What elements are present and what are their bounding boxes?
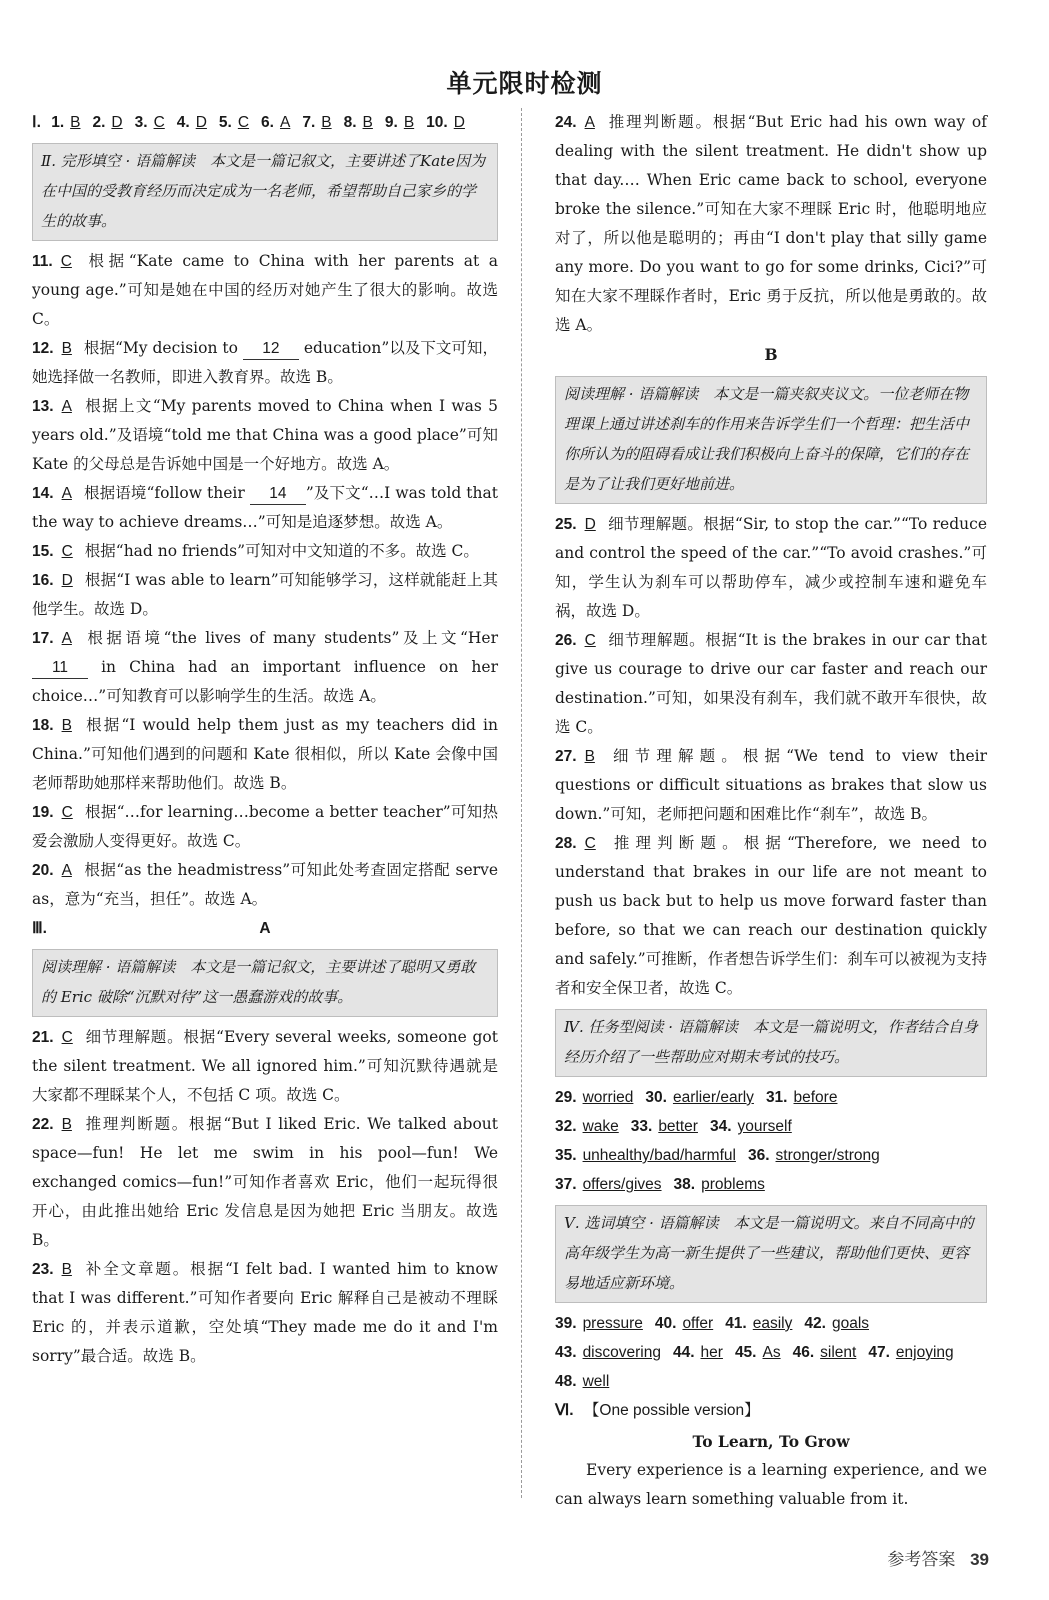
answer-number: 33. <box>630 1118 653 1135</box>
footer-label: 参考答案 <box>887 1550 956 1569</box>
section2-summary-box: Ⅱ. 完形填空 · 语篇解读 本文是一篇记叙文，主要讲述了Kate因为在中国的受教育经历而决定成为一名老师，希望帮助自己家乡的学生的故事。 <box>32 143 498 241</box>
question-number: 23. <box>32 1261 54 1278</box>
answer-word: stronger/strong <box>775 1147 880 1164</box>
section1-answer-list <box>51 114 477 131</box>
answer-letter: C <box>61 804 73 821</box>
answer-letter: B <box>321 114 332 131</box>
answer-word: problems <box>701 1176 765 1193</box>
answer-word: her <box>700 1344 723 1361</box>
question-number: 26. <box>555 632 577 649</box>
explanation-text-cont: in China had an important influence on her choice…”可知教育可以影响学生的生活。故选 A。 <box>32 658 498 705</box>
answer-word: pressure <box>582 1315 643 1332</box>
answer-number: 5. <box>218 114 232 131</box>
answer-letter: D <box>453 114 465 131</box>
page-number: 39 <box>970 1550 989 1569</box>
answer-line <box>555 1170 987 1199</box>
answer-number: 46. <box>792 1344 815 1361</box>
answer-number: 36. <box>747 1147 770 1164</box>
answer-line <box>555 1309 987 1338</box>
answer-number: 2. <box>92 114 106 131</box>
question-number: 14. <box>32 485 54 502</box>
explanation-text: 细节理解题。根据“It is the brakes in our car that give us courage to drive our car faster and reach our destination.”可知，如果没有刹车，我们就不敢开车很快，故选 C。 <box>555 631 987 736</box>
answer-number: 29. <box>555 1089 577 1106</box>
answer-letter: C <box>60 253 72 270</box>
explanation-item <box>32 624 498 711</box>
section3-sub-a: A <box>259 920 271 937</box>
answer-number: 47. <box>868 1344 890 1361</box>
answer-letter: B <box>61 1261 72 1278</box>
answer-letter: A <box>61 398 72 415</box>
answer-number: 45. <box>734 1344 757 1361</box>
explanation-text: 细节理解题。根据“We tend to view their questions or difficult situations as brakes that slow us down.”可知，老师把问题和困难比作“刹车”，故选 B。 <box>555 747 987 823</box>
reading-a-explanations-cont <box>555 108 987 340</box>
answer-number: 7. <box>302 114 316 131</box>
explanation-item <box>32 334 498 392</box>
answer-number: 30. <box>645 1089 667 1106</box>
section3-sub-b: B <box>764 345 778 364</box>
answer-letter: A <box>279 114 291 131</box>
answer-word: wake <box>582 1118 619 1135</box>
answer-letter: B <box>61 340 72 357</box>
section1-answers <box>32 108 498 137</box>
answer-letter: C <box>61 1029 73 1046</box>
answer-line <box>555 1367 987 1396</box>
blank-number: 14 <box>250 484 306 505</box>
explanation-item <box>32 1023 498 1110</box>
explanation-text: 推理判断题。根据“But Eric had his own way of dealing with the silent treatment. He didn't show up that day.… When Eric came back to school, everyone broke the silence.”可知在大家不理睬 Eric 时，他聪明地应对了，所以他是聪明的；再由“I don't play that silly game any more. Do you want to go for some drinks, Cici?”可知在大家不理睬作者时，Eric 勇于反抗，所以他是勇敢的。故选 A。 <box>555 113 987 334</box>
explanation-text: 根据上文“My parents moved to China when I was 5 years old.”及语境“told me that China was a good place”可知 Kate 的父母总是告诉她中国是一个好地方。故选 A。 <box>32 397 498 473</box>
answer-number: 48. <box>555 1373 577 1390</box>
answer-number: 32. <box>555 1118 577 1135</box>
answer-word: earlier/early <box>672 1089 754 1106</box>
explanation-text: 细节理解题。根据“Sir, to stop the car.”“To reduce and control the speed of the car.”“To avoid crashes.”可知，学生认为刹车可以帮助停车，减少或控制车速和避免车祸，故选 D。 <box>555 515 987 620</box>
answer-number: 41. <box>725 1315 747 1332</box>
answer-word: goals <box>831 1315 870 1332</box>
answer-letter: B <box>403 114 415 131</box>
reading-b-explanations <box>555 510 987 1003</box>
explanation-item <box>32 566 498 624</box>
answer-line <box>555 1141 987 1170</box>
explanation-text: 根据“as the headmistress”可知此处考查固定搭配 serve as，意为“充当，担任”。故选 A。 <box>32 861 498 908</box>
question-number: 13. <box>32 398 54 415</box>
question-number: 21. <box>32 1029 54 1046</box>
left-column <box>32 108 498 1371</box>
answer-line <box>555 1338 987 1367</box>
answer-word: yourself <box>737 1118 792 1135</box>
answer-word: silent <box>820 1344 857 1361</box>
answer-number: 39. <box>555 1315 577 1332</box>
explanation-text: 根据“I would help them just as my teachers did in China.”可知他们遇到的问题和 Kate 很相似，所以 Kate 会像中国老师帮助她那样来帮助他们。故选 B。 <box>32 716 498 792</box>
explanation-item <box>32 247 498 334</box>
answer-letter: C <box>237 114 250 131</box>
explanation-item <box>32 479 498 537</box>
section6-heading <box>555 1396 987 1425</box>
section3a-summary-box: 阅读理解 · 语篇解读 本文是一篇记叙文，主要讲述了聪明又勇敢的 Eric 破除“沉默对待”这一愚蠢游戏的故事。 <box>32 949 498 1017</box>
answer-number: 40. <box>654 1315 677 1332</box>
answer-number: 6. <box>261 114 274 131</box>
answer-number: 8. <box>343 114 357 131</box>
explanation-item <box>32 392 498 479</box>
section1-label: Ⅰ. <box>32 114 41 131</box>
question-number: 24. <box>555 114 577 131</box>
answer-word: enjoying <box>895 1344 954 1361</box>
answer-letter: B <box>61 717 72 734</box>
answer-word: unhealthy/bad/harmful <box>582 1147 736 1164</box>
explanation-item <box>32 711 498 798</box>
explanation-text: 根据“…for learning…become a better teacher”可知热爱会激励人变得更好。故选 C。 <box>32 803 498 850</box>
page-footer <box>887 1545 989 1570</box>
essay-body: Every experience is a learning experience, and we can always learn something valuable from it. <box>555 1461 987 1508</box>
cloze-explanations <box>32 247 498 914</box>
explanation-item <box>32 856 498 914</box>
answer-letter: A <box>584 114 595 131</box>
question-number: 22. <box>32 1116 54 1133</box>
answer-letter: A <box>61 485 72 502</box>
section5-summary-box: Ⅴ. 选词填空 · 语篇解读 本文是一篇说明文。来自不同高中的高年级学生为高一新生提供了一些建议，帮助他们更快、更容易地适应新环境。 <box>555 1205 987 1303</box>
answer-word: better <box>658 1118 698 1135</box>
answer-letter: D <box>61 572 73 589</box>
explanation-text: 根据“I was able to learn”可知能够学习，这样就能赶上其他学生。故选 D。 <box>32 571 498 618</box>
question-number: 12. <box>32 340 54 357</box>
answer-word: offer <box>682 1315 714 1332</box>
answer-letter: A <box>61 630 72 647</box>
answer-letter: D <box>584 516 596 533</box>
explanation-text: 细节理解题。根据“Every several weeks, someone got the silent treatment. We all ignored him.”可知沉默待遇就是大家都不理睬某个人，不包括 C 项。故选 C。 <box>32 1028 498 1104</box>
answer-word: discovering <box>582 1344 661 1361</box>
question-number: 27. <box>555 748 577 765</box>
section6-label: Ⅵ. <box>555 1402 574 1419</box>
question-number: 16. <box>32 572 54 589</box>
blank-number: 12 <box>243 339 299 360</box>
section4-answers <box>555 1083 987 1199</box>
answer-number: 37. <box>555 1176 577 1193</box>
answer-word: before <box>793 1089 838 1106</box>
explanation-text: 根据语境“the lives of many students”及上文“Her <box>83 629 498 647</box>
answer-letter: A <box>61 862 72 879</box>
answer-number: 9. <box>384 114 398 131</box>
answer-letter: C <box>153 114 165 131</box>
question-number: 11. <box>32 253 53 270</box>
question-number: 25. <box>555 516 577 533</box>
explanation-item <box>32 537 498 566</box>
explanation-item <box>555 829 987 1003</box>
answer-number: 31. <box>765 1089 788 1106</box>
answer-letter: B <box>584 748 595 765</box>
answer-letter: C <box>584 632 596 649</box>
answer-number: 35. <box>555 1147 577 1164</box>
answer-word: well <box>582 1373 610 1390</box>
answer-letter: B <box>362 114 373 131</box>
column-divider <box>521 108 522 1498</box>
section4-summary-box: Ⅳ. 任务型阅读 · 语篇解读 本文是一篇说明文，作者结合自身经历介绍了一些帮助应对期末考试的技巧。 <box>555 1009 987 1077</box>
explanation-text: 根据语境“follow their <box>83 484 250 502</box>
question-number: 15. <box>32 543 54 560</box>
explanation-item <box>555 108 987 340</box>
section3b-summary-box: 阅读理解 · 语篇解读 本文是一篇夹叙夹议文。一位老师在物理课上通过讲述刹车的作用来告诉学生们一个哲理：把生活中你所认为的阻碍看成让我们积极向上奋斗的保障，它们的存在是为了让我们更好地前进。 <box>555 376 987 504</box>
explanation-text-cont: ”及下文“…I was told that the way to achieve dreams…”可知是追逐梦想。故选 A。 <box>32 484 498 531</box>
section3-label: Ⅲ. <box>32 920 47 937</box>
explanation-item <box>555 510 987 626</box>
answer-number: 44. <box>672 1344 695 1361</box>
explanation-item <box>32 798 498 856</box>
reading-a-explanations <box>32 1023 498 1371</box>
answer-letter: D <box>195 114 207 131</box>
answer-number: 4. <box>176 114 190 131</box>
explanation-text: 补全文章题。根据“I felt bad. I wanted him to know that I was different.”可知作者要向 Eric 解释自己是被动不理睬 Eric 的，并表示道歉，空处填“They made me do it and I'm sorry”最合适。故选 B。 <box>32 1260 498 1365</box>
answer-letter: B <box>70 114 81 131</box>
essay-title: To Learn, To Grow <box>692 1432 850 1451</box>
explanation-text: 根据“Kate came to China with her parents at a young age.”可知是她在中国的经历对她产生了很大的影响。故选 C。 <box>32 252 498 328</box>
section6-version: 【One possible version】 <box>583 1402 760 1419</box>
explanation-item <box>32 1255 498 1371</box>
answer-line <box>555 1112 987 1141</box>
answer-number: 10. <box>426 114 448 131</box>
section5-answers <box>555 1309 987 1396</box>
answer-word: As <box>762 1344 781 1361</box>
explanation-text: 推理判断题。根据“Therefore, we need to understand that brakes in our life are not meant to push us back but to help us move forward faster than before, so that we can reach our destination quickly and safely.”可推断，作者想告诉学生们：刹车可以被视为支持者和安全保卫者，故选 C。 <box>555 834 987 997</box>
section3-heading <box>32 914 498 943</box>
answer-letter: C <box>584 835 596 852</box>
question-number: 17. <box>32 630 54 647</box>
answer-number: 43. <box>555 1344 577 1361</box>
answer-line <box>555 1083 987 1112</box>
question-number: 28. <box>555 835 577 852</box>
answer-word: offers/gives <box>582 1176 662 1193</box>
explanation-text: 根据“My decision to <box>83 339 243 357</box>
answer-number: 34. <box>709 1118 732 1135</box>
explanation-item <box>555 626 987 742</box>
answer-letter: B <box>61 1116 72 1133</box>
explanation-item <box>32 1110 498 1255</box>
right-column <box>555 108 987 1514</box>
answer-number: 42. <box>804 1315 826 1332</box>
answer-word: worried <box>582 1089 634 1106</box>
explanation-item <box>555 742 987 829</box>
blank-number: 11 <box>32 658 88 679</box>
page-title: 单元限时检测 <box>446 69 603 98</box>
question-number: 20. <box>32 862 54 879</box>
answer-number: 38. <box>673 1176 696 1193</box>
explanation-text: 推理判断题。根据“But I liked Eric. We talked about space—fun! He let me swim in his pool—fun! We exchanged comics—fun!”可知作者喜欢 Eric，他们一起玩得很开心，由此推出她给 Eric 发信息是因为她把 Eric 当朋友。故选 B。 <box>32 1115 498 1249</box>
explanation-text-cont: education”以及下文可知，她选择做一名教师，即进入教育界。故选 B。 <box>32 339 498 386</box>
explanation-text: 根据“had no friends”可知对中文知道的不多。故选 C。 <box>84 542 479 560</box>
question-number: 18. <box>32 717 54 734</box>
answer-word: easily <box>752 1315 793 1332</box>
answer-number: 3. <box>134 114 148 131</box>
answer-number: 1. <box>51 114 65 131</box>
question-number: 19. <box>32 804 54 821</box>
answer-letter: D <box>111 114 123 131</box>
answer-letter: C <box>61 543 73 560</box>
